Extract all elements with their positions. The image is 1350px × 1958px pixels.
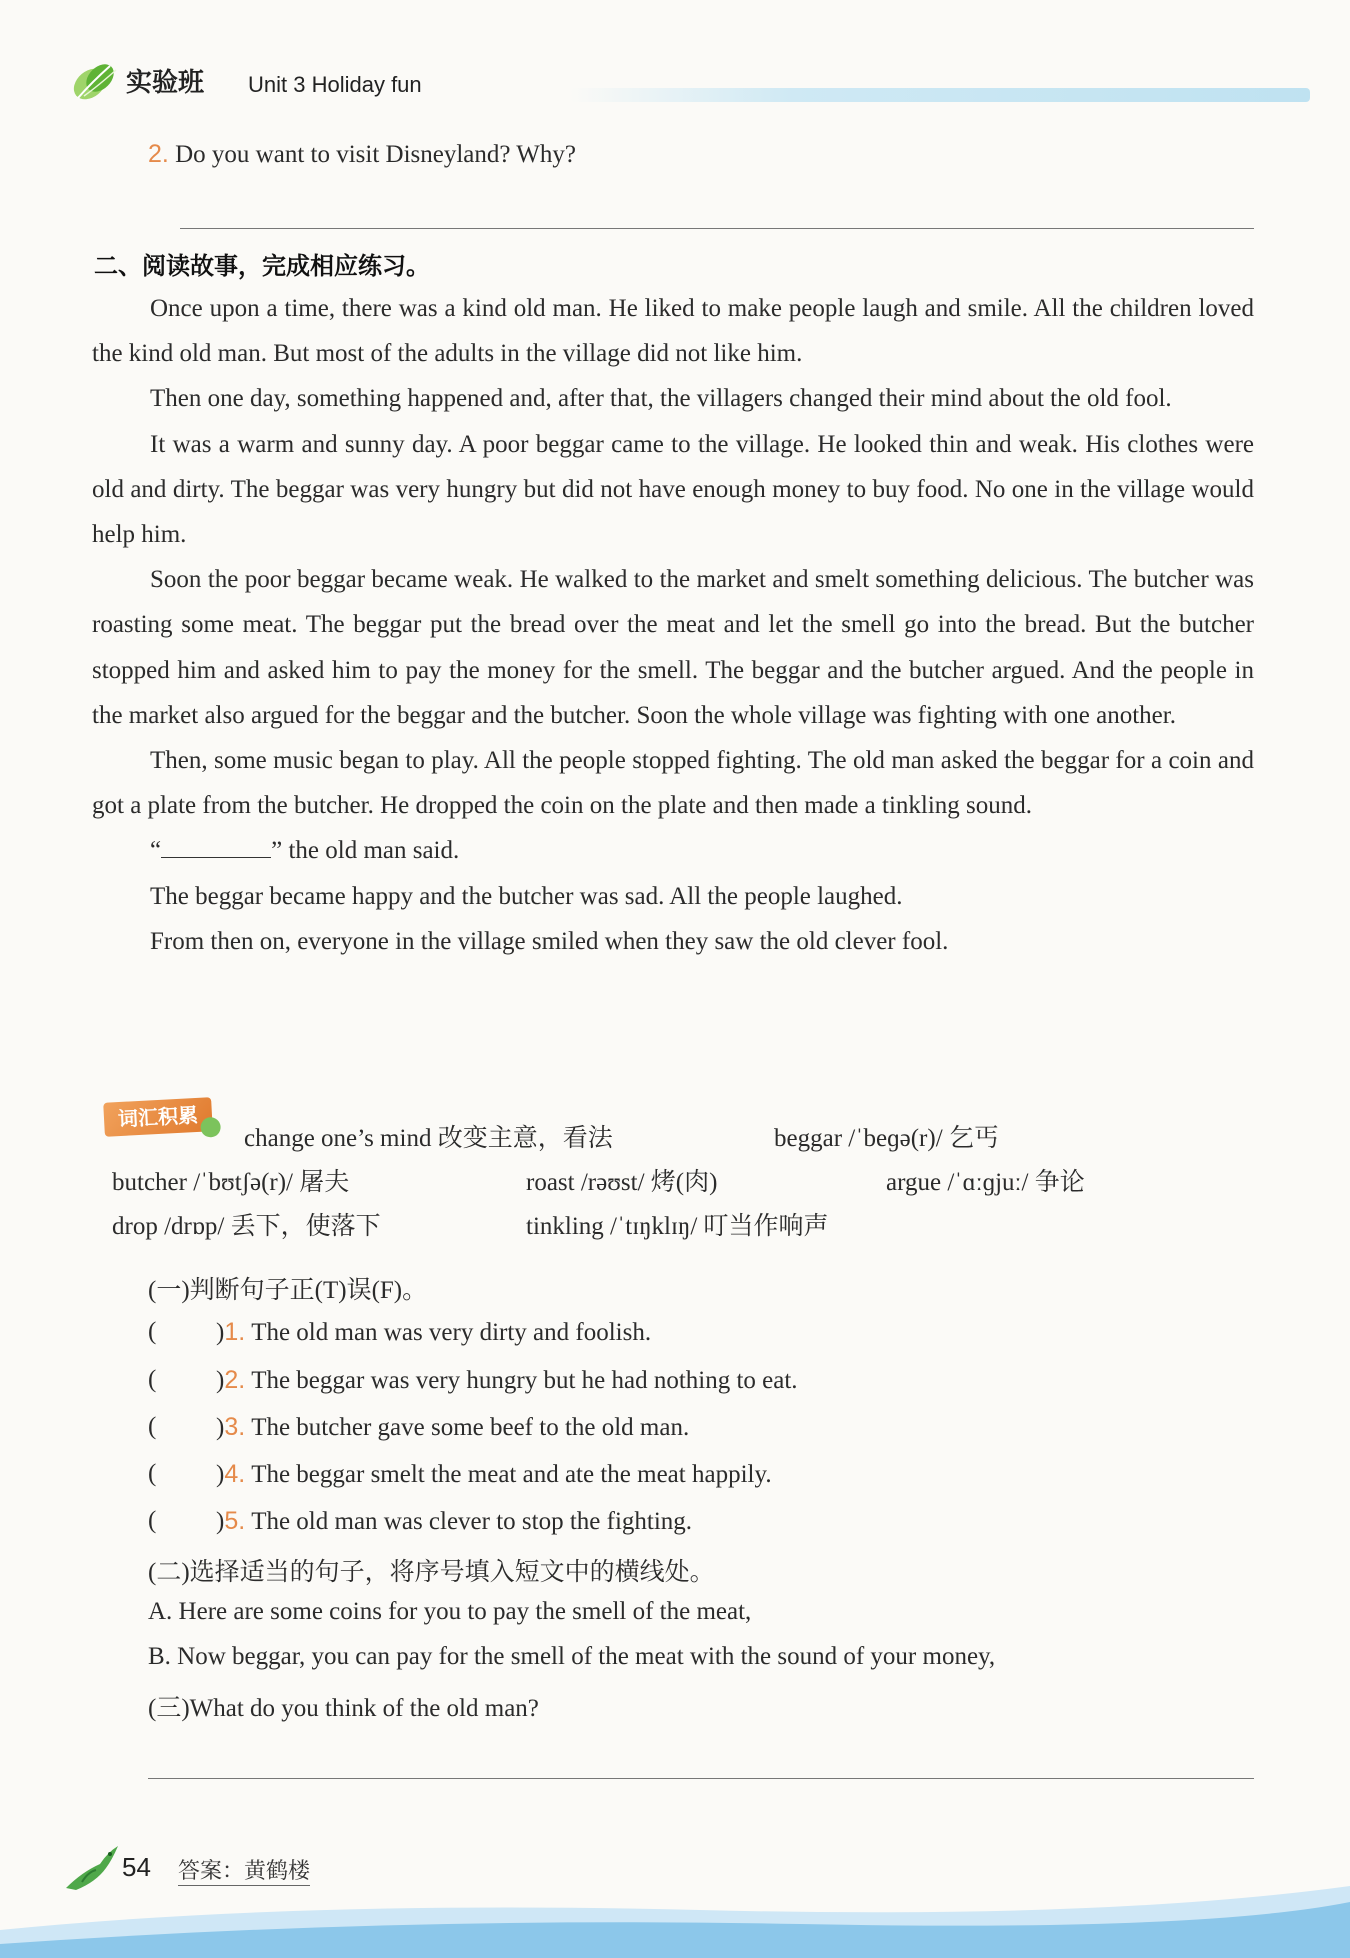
- story-paragraph: Soon the poor beggar became weak. He walked to the market and smelt something delicious. The butcher was roasting some meat. The beggar put the bread over the meat and let the smell go into the bread. But the butcher stopped him and asked him to pay the money for the smell. The beggar and the butcher argued. And the people in the market also argued for the beggar and the butcher. Soon the whole village was fighting with one another.: [92, 566, 1254, 729]
- option-a: A. Here are some coins for you to pay the smell of the meat,: [148, 1598, 752, 1625]
- tf-item-1: )1. The old man was very dirty and foolish.: [216, 1318, 652, 1346]
- answer-paren-5[interactable]: (: [148, 1507, 157, 1534]
- footer-wave-decor: [0, 1880, 1350, 1958]
- vocab-box: [100, 1100, 1260, 1250]
- answer-paren-4[interactable]: (: [148, 1460, 157, 1487]
- bird-decor-icon: [62, 1842, 122, 1896]
- tf-item-4: )4. The beggar smelt the meat and ate the meat happily.: [216, 1460, 772, 1488]
- tf-item-2: )2. The beggar was very hungry but he had nothing to eat.: [216, 1366, 798, 1394]
- answer-paren-1[interactable]: (: [148, 1318, 157, 1345]
- question-text: Do you want to visit Disneyland? Why?: [175, 141, 576, 168]
- vocab-item: argue /ˈɑːɡjuː/ 争论: [886, 1169, 1085, 1196]
- page-number: 54: [122, 1852, 151, 1882]
- unit-title: Unit 3 Holiday fun: [248, 72, 422, 97]
- vocab-item: drop /drɒp/ 丢下，使落下: [112, 1213, 381, 1240]
- header-decor-bar: [570, 88, 1310, 102]
- story-text: [92, 286, 1254, 964]
- tf-item-3: )3. The butcher gave some beef to the old man.: [216, 1413, 690, 1441]
- question-number: 2.: [148, 140, 169, 168]
- answer-paren-3[interactable]: (: [148, 1413, 157, 1440]
- brand-name: 实验班: [126, 68, 205, 98]
- part1-title: (一)判断句子正(T)误(F)。: [148, 1277, 428, 1304]
- page-header: [70, 52, 1310, 112]
- story-paragraph: Then, some music began to play. All the people stopped fighting. The old man asked the beggar for a coin and got a plate from the butcher. He dropped the coin on the plate and then made a tinkling sound.: [92, 747, 1254, 820]
- tf-item-5: )5. The old man was clever to stop the fighting.: [216, 1507, 693, 1535]
- section-title: 二、阅读故事，完成相应练习。: [94, 252, 430, 280]
- quote-line: [92, 828, 1254, 873]
- vocab-item: roast /rəʊst/ 烤(肉): [526, 1169, 718, 1196]
- quote-open: “: [150, 837, 162, 865]
- vocab-item: butcher /ˈbʊtʃə(r)/ 屠夫: [112, 1169, 350, 1196]
- answer-line-q2[interactable]: [180, 228, 1254, 229]
- story-paragraph: From then on, everyone in the village smiled when they saw the old clever fool.: [150, 927, 949, 955]
- fill-blank[interactable]: [161, 835, 271, 858]
- vocab-item: tinkling /ˈtɪŋklɪŋ/ 叮当作响声: [526, 1213, 829, 1240]
- answer-line-part3[interactable]: [148, 1778, 1254, 1779]
- option-b: B. Now beggar, you can pay for the smell of the meat with the sound of your money,: [148, 1643, 996, 1670]
- part2-title: (二)选择适当的句子，将序号填入短文中的横线处。: [148, 1559, 715, 1586]
- quote-rest: ” the old man said.: [271, 837, 460, 865]
- vocab-item: beggar /ˈbeɡə(r)/ 乞丐: [774, 1125, 999, 1152]
- answer-key: 答案：黄鹤楼: [178, 1854, 310, 1886]
- answer-paren-2[interactable]: (: [148, 1366, 157, 1393]
- story-paragraph: Then one day, something happened and, after that, the villagers changed their mind about the old fool.: [150, 385, 1172, 413]
- vocab-badge: 词汇积累: [103, 1097, 213, 1137]
- story-paragraph: It was a warm and sunny day. A poor beggar came to the village. He looked thin and weak. His clothes were old and dirty. The beggar was very hungry but did not have enough money to buy food. No one in the village would help him.: [92, 430, 1254, 549]
- story-paragraph: Once upon a time, there was a kind old man. He liked to make people laugh and smile. All the children loved the kind old man. But most of the adults in the village did not like him.: [92, 295, 1254, 368]
- part3-title: (三)What do you think of the old man?: [148, 1695, 539, 1722]
- question-2: [148, 140, 576, 169]
- story-paragraph: The beggar became happy and the butcher was sad. All the people laughed.: [150, 882, 903, 910]
- leaf-logo-icon: [70, 56, 124, 106]
- vocab-item: change one’s mind 改变主意，看法: [244, 1125, 613, 1152]
